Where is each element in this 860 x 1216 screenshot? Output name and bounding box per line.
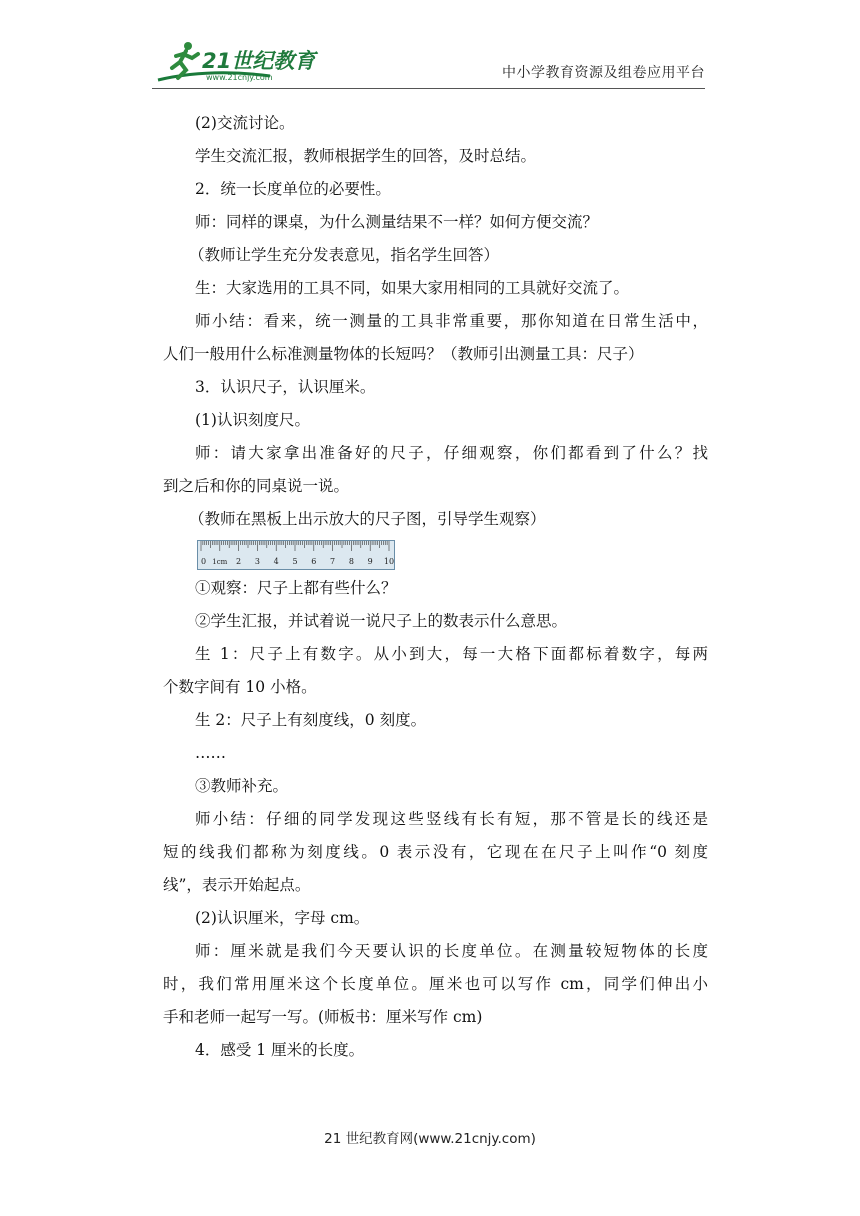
paragraph: （教师让学生充分发表意见，指名学生回答） — [189, 246, 500, 264]
paragraph: ①观察：尺子上都有些什么？ — [195, 579, 397, 597]
header-divider — [152, 88, 705, 89]
ruler-label: 1cm — [212, 558, 228, 566]
document-body — [163, 107, 708, 1067]
logo-text: 21世纪教育 — [202, 49, 316, 73]
paragraph: (1)认识刻度尺。 — [195, 411, 310, 429]
ruler-label: 0 — [201, 557, 207, 566]
platform-title: 中小学教育资源及组卷应用平台 — [502, 65, 705, 81]
paragraph: 人们一般用什么标准测量物体的长短吗？（教师引出测量工具：尺子） — [163, 345, 644, 363]
paragraph: （教师在黑板上出示放大的尺子图，引导学生观察） — [189, 510, 546, 528]
paragraph: 师：厘米就是我们今天要认识的长度单位。在测量较短物体的长度 — [195, 942, 708, 960]
ruler-label: 3 — [254, 557, 260, 566]
ruler-label: 8 — [348, 557, 354, 566]
paragraph: 手和老师一起写一写。(师板书：厘米写作 cm) — [163, 1008, 483, 1026]
paragraph: ②学生汇报，并试着说一说尺子上的数表示什么意思。 — [195, 612, 568, 630]
paragraph: 时，我们常用厘米这个长度单位。厘米也可以写作 cm，同学们伸出小 — [163, 975, 708, 993]
paragraph: 2．统一长度单位的必要性。 — [195, 180, 391, 198]
paragraph: 生 2：尺子上有刻度线，0 刻度。 — [195, 711, 427, 729]
paragraph: 师小结：仔细的同学发现这些竖线有长有短，那不管是长的线还是 — [195, 810, 708, 828]
ruler-label: 7 — [330, 557, 336, 566]
page-footer: 21 世纪教育网(www.21cnjy.com) — [324, 1131, 536, 1147]
logo-url: www.21cnjy.com — [206, 73, 273, 82]
ruler-label: 5 — [292, 557, 298, 566]
paragraph: 师小结：看来，统一测量的工具非常重要，那你知道在日常生活中， — [195, 312, 708, 330]
ruler-label: 6 — [311, 557, 317, 566]
ruler-label: 9 — [367, 557, 373, 566]
paragraph: 到之后和你的同桌说一说。 — [163, 477, 350, 495]
page-header — [150, 38, 705, 86]
paragraph: (2)认识厘米，字母 cm。 — [195, 909, 370, 927]
paragraph: 学生交流汇报，教师根据学生的回答，及时总结。 — [195, 147, 537, 165]
paragraph: 4．感受 1 厘米的长度。 — [195, 1041, 365, 1059]
paragraph: 线”，表示开始起点。 — [163, 876, 311, 894]
paragraph: 师：同样的课桌，为什么测量结果不一样？如何方便交流？ — [195, 213, 599, 231]
ruler-figure — [163, 536, 708, 572]
paragraph: (2)交流讨论。 — [195, 114, 295, 132]
paragraph: 3．认识尺子，认识厘米。 — [195, 378, 376, 396]
paragraph: 师：请大家拿出准备好的尺子，仔细观察，你们都看到了什么？找 — [195, 444, 708, 462]
paragraph: ③教师补充。 — [195, 777, 289, 795]
ruler-label: 4 — [273, 557, 279, 566]
ruler-label: 10 — [383, 557, 395, 566]
logo-21cnjy — [150, 38, 320, 84]
paragraph: 个数字间有 10 小格。 — [163, 678, 317, 696]
paragraph: 短的线我们都称为刻度线。0 表示没有，它现在在尺子上叫作“0 刻度 — [163, 843, 708, 861]
paragraph: …… — [195, 744, 226, 762]
ruler-image — [197, 540, 395, 570]
paragraph: 生 1：尺子上有数字。从小到大，每一大格下面都标着数字，每两 — [195, 645, 708, 663]
ruler-label: 2 — [236, 557, 242, 566]
paragraph: 生：大家选用的工具不同，如果大家用相同的工具就好交流了。 — [195, 279, 630, 297]
